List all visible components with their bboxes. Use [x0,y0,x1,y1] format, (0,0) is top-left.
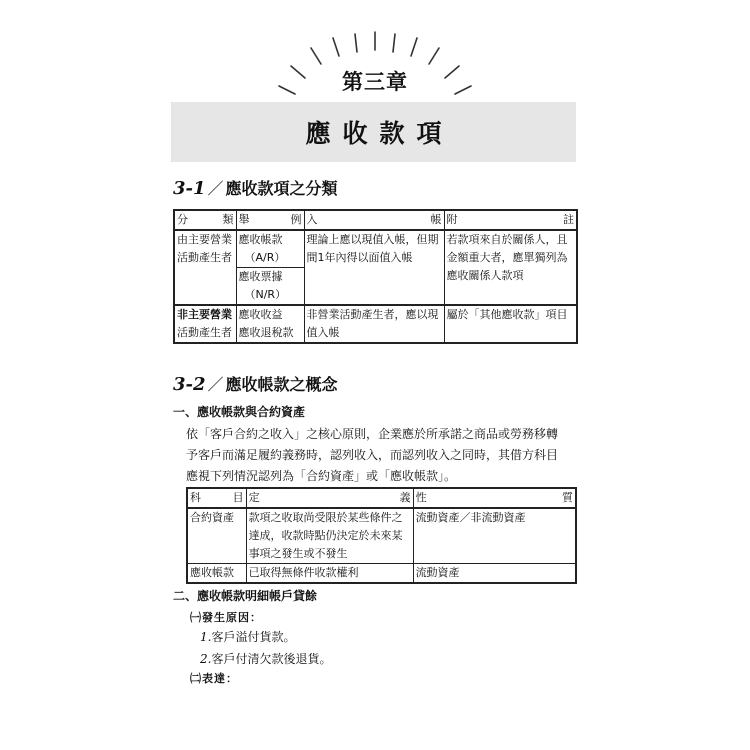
table-cell: 非營業活動產生者，應以現 值入帳 [304,305,444,343]
column-header: 科 目 [187,488,246,508]
section-title: 應收款項之分類 [225,179,338,198]
contract-asset-table [186,487,577,584]
section-title: 應收帳款之概念 [225,375,338,394]
list-item: 2.客戶付清欠款後退貨。 [200,652,332,666]
column-header: 分 類 [174,210,236,230]
chapter-label: 第三章 [342,69,408,94]
section-number: 3-2 [173,374,206,395]
table-cell: 應收帳款 （A/R） [236,230,304,268]
paragraph-line: 予客戶而滿足履約義務時，認列收入，而認列收入之同時，其借方科目 [186,448,559,462]
subheading-ar-credit-balance: 二、應收帳款明細帳戶貸餘 [173,589,318,603]
section-heading-3-1: 3-1 ／ 應收款項之分類 [173,178,338,199]
presentation-label: ㈡表達： [190,672,238,685]
chapter-title: 應收款項 [305,119,454,148]
receivables-classification-table [173,209,578,344]
table-cell: 已取得無條件收款權利 [246,564,413,584]
table-cell: 款項之收取尚受限於某些條件之 達成，收款時點仍決定於未來某 事項之發生或不發生 [246,508,413,564]
table-cell: 屬於「其他應收款」項目 [444,305,577,343]
column-header: 性 質 [413,488,576,508]
table-cell: 由主要營業 活動產生者 [174,230,236,305]
paragraph-line: 應視下列情況認列為「合約資產」或「應收帳款」。 [186,469,457,483]
table-row [187,508,576,564]
table-cell: 應收票據 （N/R） [236,268,304,306]
table-row [174,305,577,343]
table-row [174,230,577,268]
section-number: 3-1 [173,178,206,199]
table-cell: 理論上應以現值入帳，但期 間1年內得以面值入帳 [304,230,444,305]
subheading-ar-contract-asset: 一、應收帳款與合約資產 [173,405,306,419]
section-heading-3-2: 3-2 ／ 應收帳款之概念 [173,374,338,395]
table-cell: 若款項來自於關係人，且 金額重大者，應單獨列為 應收關係人款項 [444,230,577,305]
table-cell: 應收收益 應收退稅款 [236,305,304,343]
table-cell: 合約資產 [187,508,246,564]
column-header: 定 義 [246,488,413,508]
paragraph [186,424,581,487]
column-header: 入 帳 [304,210,444,230]
table-cell: 非主要營業 活動產生者 [174,305,236,343]
table-row [187,564,576,584]
column-header: 附 註 [444,210,577,230]
table-cell: 應收帳款 [187,564,246,584]
table-cell: 流動資產／非流動資產 [413,508,576,564]
cause-label: ㈠發生原因： [190,611,262,624]
list-item: 1.客戶溢付貨款。 [200,630,296,644]
table-cell: 流動資產 [413,564,576,584]
chapter-title-band [171,102,576,162]
column-header: 舉 例 [236,210,304,230]
paragraph-line: 依「客戶合約之收入」之核心原則，企業應於所承諾之商品或勞務移轉 [186,427,559,441]
